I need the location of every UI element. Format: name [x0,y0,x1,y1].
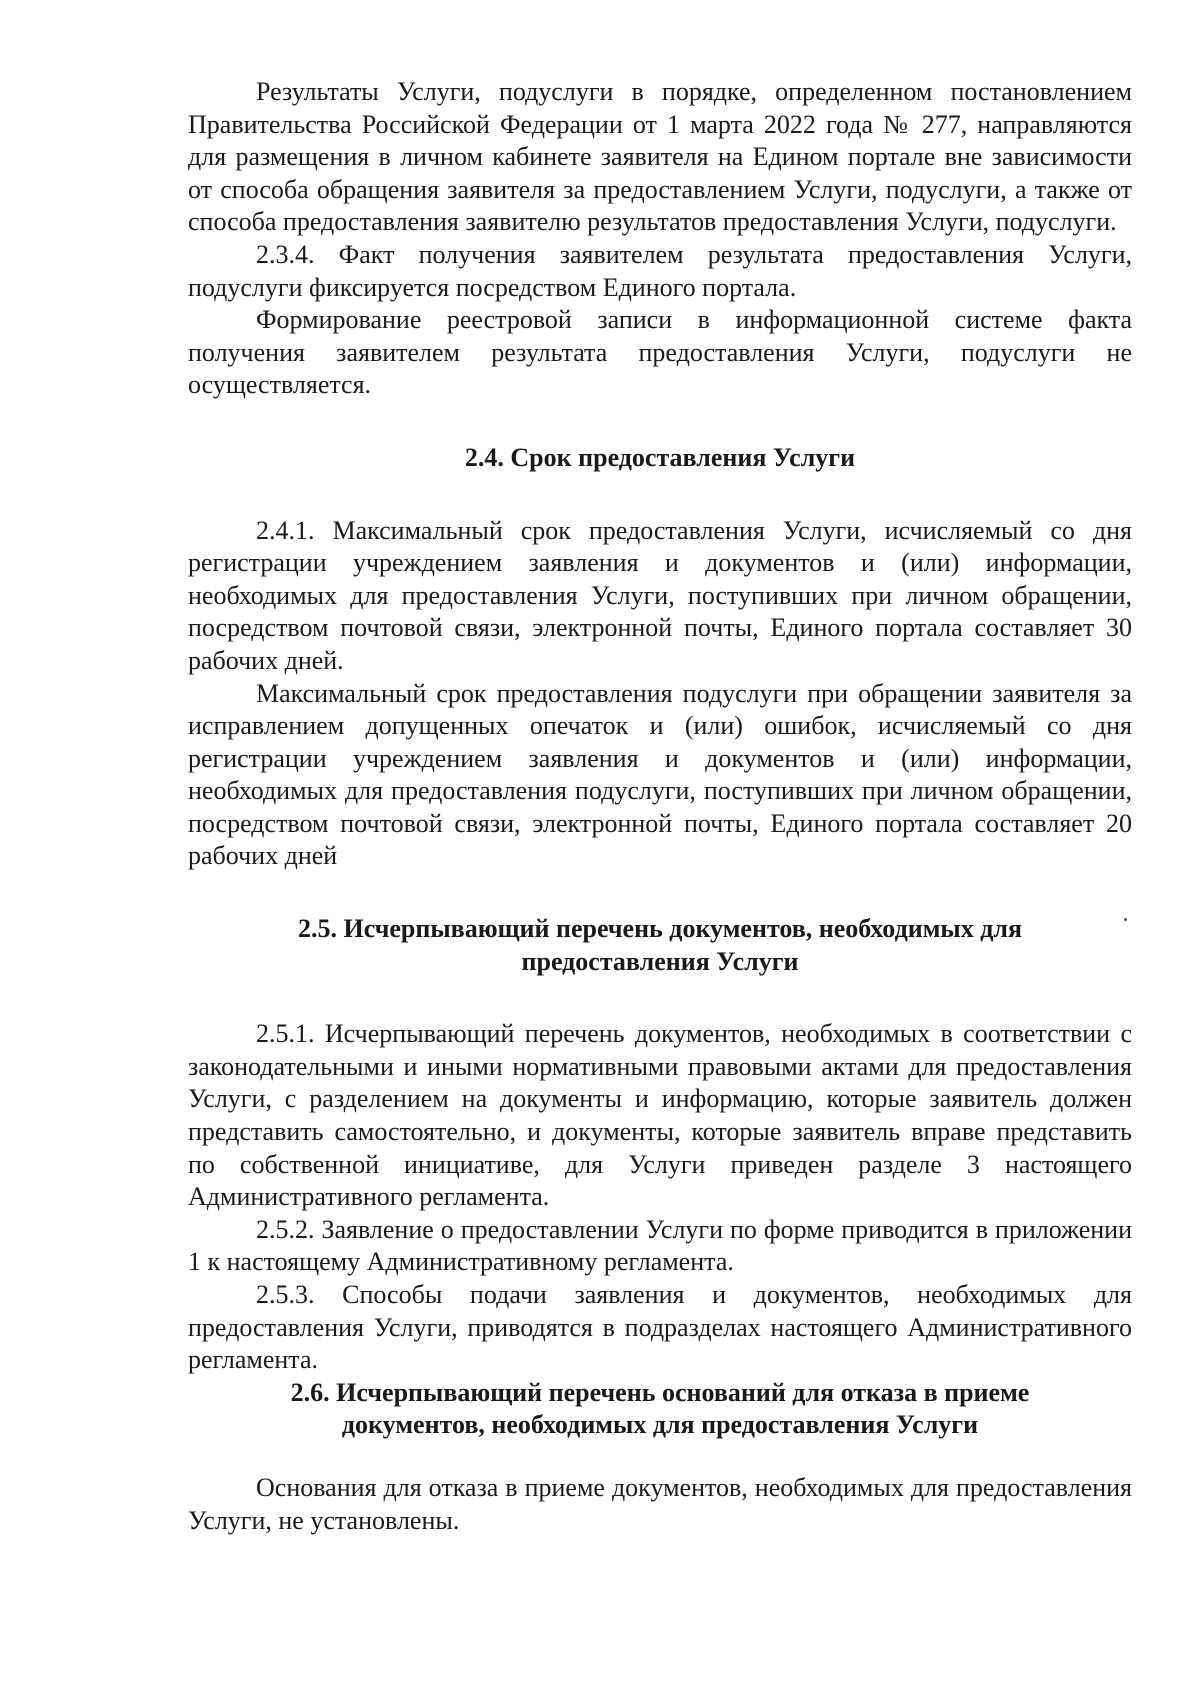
paragraph-results: Результаты Услуги, подуслуги в порядке, определенном постановлением Правительства Российской Федерации от 1 марта 2022 года № 277, направляются для размещения в личном кабинете заявителя на Едином портале вне зависимости от способа обращения заявителя за предоставлением Услуги, подуслуги, а также от способа предоставления заявителю результатов предоставления Услуги, подуслуги. [188,77,1132,237]
paragraph-2-5-2: 2.5.2. Заявление о предоставлении Услуги по форме приводится в приложении 1 к настоящему Административному регламента. [188,1214,1132,1277]
paragraph-2-5-1: 2.5.1. Исчерпывающий перечень документов, необходимых в соответствии с законодательными и иными нормативными правовыми актами для предоставления Услуги, с разделением на документы и информацию, которые заявитель должен представить самостоятельно, и документы, которые заявитель вправе представить по собственной инициативе, для Услуги приведен разделе 3 настоящего Административного регламента. [188,1019,1132,1212]
paragraph-registry-record: Формирование реестровой записи в информационной системе факта получения заявителем результата предоставления Услуги, подуслуги не осуществляется. [188,305,1132,400]
paragraph-2-6-refusal-grounds: Основания для отказа в приеме документов, необходимых для предоставления Услуги, не установлены. [188,1472,1132,1535]
document-body [188,76,1132,1537]
heading-2-5-line2: предоставления Услуги [521,946,799,976]
paragraph-2-4-1: 2.4.1. Максимальный срок предоставления Услуги, исчисляемый со дня регистрации учреждением заявления и документов и (или) информации, необходимых для предоставления Услуги, поступивших при личном обращении, посредством почтовой связи, электронной почты, Единого портала составляет 30 рабочих дней. [188,515,1132,675]
heading-2-5-line1: 2.5. Исчерпывающий перечень документов, необходимых для [297,914,1023,944]
heading-2-5 [188,913,1132,978]
paragraph-2-5-3: 2.5.3. Способы подачи заявления и документов, необходимых для предоставления Услуги, приводятся в подразделах настоящего Административного регламента. [188,1280,1132,1375]
paragraph-max-term-subservice: Максимальный срок предоставления подуслуги при обращении заявителя за исправлением допущенных опечаток и (или) ошибок, исчисляемый со дня регистрации учреждением заявления и документов и (или) информации, необходимых для предоставления подуслуги, поступивших при личном обращении, посредством почтовой связи, электронной почты, Единого портала составляет 20 рабочих дней [188,678,1132,871]
scan-speck [1124,918,1127,921]
heading-2-6-line2: документов, необходимых для предоставления Услуги [341,1410,979,1440]
heading-2-4: 2.4. Срок предоставления Услуги [464,442,856,472]
heading-2-6-line1: 2.6. Исчерпывающий перечень оснований для отказа в приеме [290,1377,1030,1407]
paragraph-2-3-4: 2.3.4. Факт получения заявителем результата предоставления Услуги, подуслуги фиксируется посредством Единого портала. [188,239,1132,302]
heading-2-6 [188,1377,1132,1442]
